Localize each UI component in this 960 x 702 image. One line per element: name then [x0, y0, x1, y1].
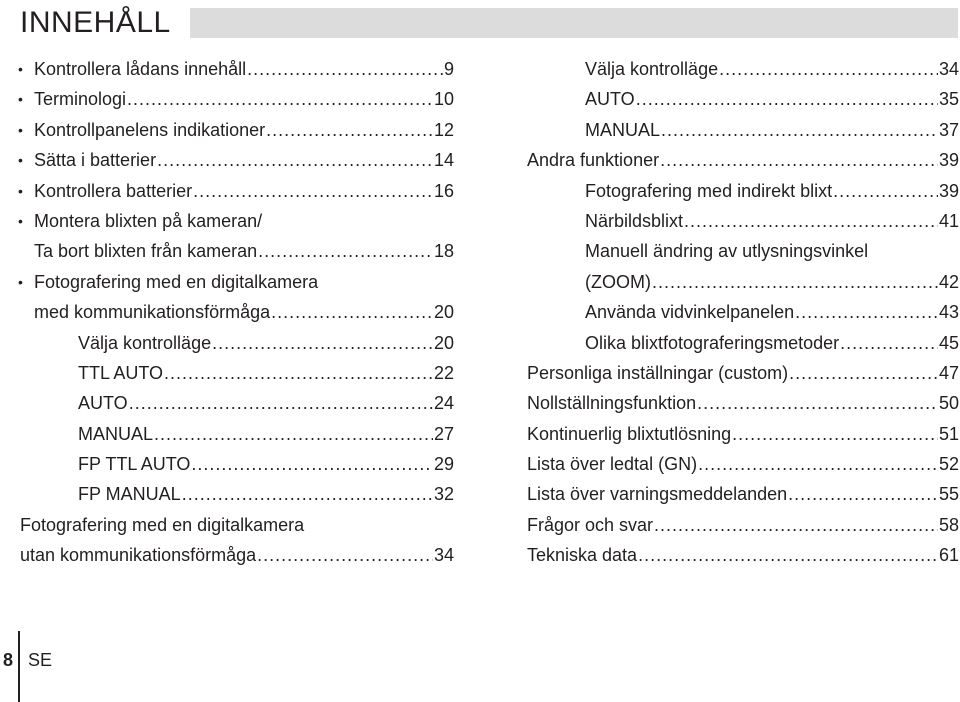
dot-leader: [684, 206, 938, 236]
dot-leader: [271, 297, 433, 327]
toc-entry-label: Kontrollera batterier: [34, 180, 193, 201]
toc-entry-page: 37: [938, 119, 959, 140]
toc-entry-page: 22: [433, 362, 454, 383]
toc-entry: [18, 267, 454, 297]
dot-leader: [193, 176, 433, 206]
toc-entry: [18, 540, 454, 570]
toc-entry-label: Välja kontrolläge: [585, 59, 719, 79]
toc-entry-label: Fotografering med en digitalkamera: [34, 271, 319, 292]
toc-entry: [18, 206, 454, 236]
toc-entry: [527, 145, 959, 175]
toc-entry-page: 41: [938, 210, 959, 231]
toc-entry-label: Sätta i batterier: [34, 150, 157, 171]
dot-leader: [212, 328, 433, 358]
dot-leader: [247, 54, 443, 84]
toc-entry: [527, 115, 959, 145]
toc-entry: [18, 419, 454, 449]
toc-entry-label: Närbildsblixt: [585, 210, 684, 231]
toc-entry-label: Ta bort blixten från kameran: [34, 241, 258, 262]
toc-entry: [527, 449, 959, 479]
dot-leader: [732, 419, 938, 449]
dot-leader: [157, 145, 433, 175]
toc-entry-label: Frågor och svar: [527, 514, 654, 535]
toc-entry-page: 9: [443, 59, 454, 79]
toc-entry-label: Använda vidvinkelpanelen: [585, 302, 795, 323]
toc-entry-label: Terminologi: [34, 89, 127, 110]
toc-entry-label: TTL AUTO: [78, 362, 164, 383]
toc-entry-page: 51: [938, 423, 959, 444]
dot-leader: [638, 540, 938, 570]
toc-entry-page: 50: [938, 393, 959, 414]
toc-entry: [527, 267, 959, 297]
toc-entry-page: 45: [938, 332, 959, 353]
toc-entry-page: 12: [433, 119, 454, 140]
toc-entry: [527, 176, 959, 206]
dot-leader: [719, 54, 938, 84]
toc-entry: [18, 388, 454, 418]
toc-entry-label: MANUAL: [585, 119, 661, 140]
toc-left-column: [18, 54, 454, 571]
toc-entry-page: 24: [433, 393, 454, 414]
toc-entry-page: 29: [433, 454, 454, 475]
toc-entry: [527, 419, 959, 449]
toc-entry-label: Lista över varningsmeddelanden: [527, 484, 788, 505]
toc-entry-label: Fotografering med indirekt blixt: [585, 180, 833, 201]
toc-entry: [527, 358, 959, 388]
toc-entry-label: Andra funktioner: [527, 150, 660, 171]
toc-entry-page: 32: [433, 484, 454, 505]
dot-leader: [652, 267, 938, 297]
bullet-icon: •: [18, 121, 23, 138]
toc-entry: [527, 479, 959, 509]
dot-leader: [698, 449, 938, 479]
toc-entry: [527, 328, 959, 358]
toc-right-column: [527, 54, 959, 571]
toc-entry: [18, 328, 454, 358]
toc-entry-label: FP MANUAL: [78, 484, 181, 505]
toc-entry: [18, 510, 454, 540]
toc-entry: [527, 297, 959, 327]
toc-entry-page: 47: [938, 362, 959, 383]
dot-leader: [191, 449, 433, 479]
toc-entry-page: 43: [938, 302, 959, 323]
toc-entry: [18, 145, 454, 175]
dot-leader: [661, 115, 938, 145]
toc-entry: [527, 510, 959, 540]
toc-entry-label: Kontrollera lådans innehåll: [34, 59, 247, 79]
toc-entry: [18, 54, 454, 84]
toc-entry-label: med kommunikationsförmåga: [34, 302, 271, 323]
toc-entry-label: Fotografering med en digitalkamera: [20, 514, 305, 535]
dot-leader: [154, 419, 433, 449]
toc-entry-label: Manuell ändring av utlysningsvinkel: [585, 241, 869, 262]
toc-entry: [18, 115, 454, 145]
toc-entry-page: 14: [433, 150, 454, 171]
bullet-icon: •: [18, 61, 23, 77]
dot-leader: [127, 84, 433, 114]
toc-entry-page: 55: [938, 484, 959, 505]
toc-entry: [18, 297, 454, 327]
dot-leader: [697, 388, 938, 418]
bullet-icon: •: [18, 273, 23, 290]
dot-leader: [833, 176, 938, 206]
toc-entry-label: Välja kontrolläge: [78, 332, 212, 353]
toc-entry: [18, 84, 454, 114]
dot-leader: [266, 115, 433, 145]
toc-entry: [18, 479, 454, 509]
toc-entry: [527, 540, 959, 570]
toc-entry-label: AUTO: [585, 89, 635, 110]
page-title: INNEHÅLL: [20, 8, 183, 38]
dot-leader: [788, 479, 938, 509]
bullet-icon: •: [18, 182, 23, 199]
toc-entry-page: 27: [433, 423, 454, 444]
title-bar: [10, 8, 958, 38]
toc-entry-page: 18: [433, 241, 454, 262]
toc-entry-page: 39: [938, 180, 959, 201]
bullet-icon: •: [18, 152, 23, 169]
toc-entry-label: Kontrollpanelens indikationer: [34, 119, 266, 140]
toc-entry-label: AUTO: [78, 393, 128, 414]
toc-entry-page: 35: [938, 89, 959, 110]
toc-entry-label: Nollställningsfunktion: [527, 393, 697, 414]
dot-leader: [660, 145, 938, 175]
toc-entry: [18, 449, 454, 479]
dot-leader: [129, 388, 433, 418]
toc-entry-label: FP TTL AUTO: [78, 454, 191, 475]
toc-entry-page: 34: [938, 59, 959, 79]
toc-entry-page: 39: [938, 150, 959, 171]
toc-entry-label: MANUAL: [78, 423, 154, 444]
toc-entry-page: 34: [433, 545, 454, 566]
dot-leader: [789, 358, 938, 388]
dot-leader: [636, 84, 938, 114]
footer-divider: [18, 631, 20, 702]
bullet-icon: •: [18, 212, 23, 229]
toc-entry: [18, 358, 454, 388]
dot-leader: [795, 297, 938, 327]
toc-entry-page: 58: [938, 514, 959, 535]
dot-leader: [654, 510, 938, 540]
dot-leader: [164, 358, 433, 388]
toc-entry: [527, 236, 959, 266]
toc-entry: [18, 176, 454, 206]
toc-entry: [527, 388, 959, 418]
toc-entry-label: Montera blixten på kameran/: [34, 210, 263, 231]
toc-entry: [18, 236, 454, 266]
toc-entry-page: 42: [938, 271, 959, 292]
title-rule: [190, 8, 958, 38]
toc-entry-label: Lista över ledtal (GN): [527, 454, 698, 475]
dot-leader: [258, 236, 433, 266]
dot-leader: [257, 540, 433, 570]
toc-entry-page: 20: [433, 302, 454, 323]
toc-entry: [527, 54, 959, 84]
toc-entry-page: 16: [433, 180, 454, 201]
toc-entry-label: (ZOOM): [585, 271, 651, 292]
toc-entry: [527, 84, 959, 114]
toc-entry-page: 52: [938, 454, 959, 475]
dot-leader: [182, 479, 433, 509]
toc-entry-label: Kontinuerlig blixtutlösning: [527, 423, 732, 444]
toc-entry-label: utan kommunikationsförmåga: [20, 545, 257, 566]
toc-entry: [527, 206, 959, 236]
toc-entry-label: Personliga inställningar (custom): [527, 362, 789, 383]
toc-entry-page: 61: [938, 545, 959, 566]
bullet-icon: •: [18, 91, 23, 108]
footer-page-number: 8: [3, 650, 14, 670]
toc-entry-page: 20: [433, 332, 454, 353]
toc-entry-label: Olika blixtfotograferingsmetoder: [585, 332, 840, 353]
footer-language: SE: [28, 650, 53, 670]
toc-entry-page: 10: [433, 89, 454, 110]
dot-leader: [840, 328, 938, 358]
toc-entry-label: Tekniska data: [527, 545, 638, 566]
